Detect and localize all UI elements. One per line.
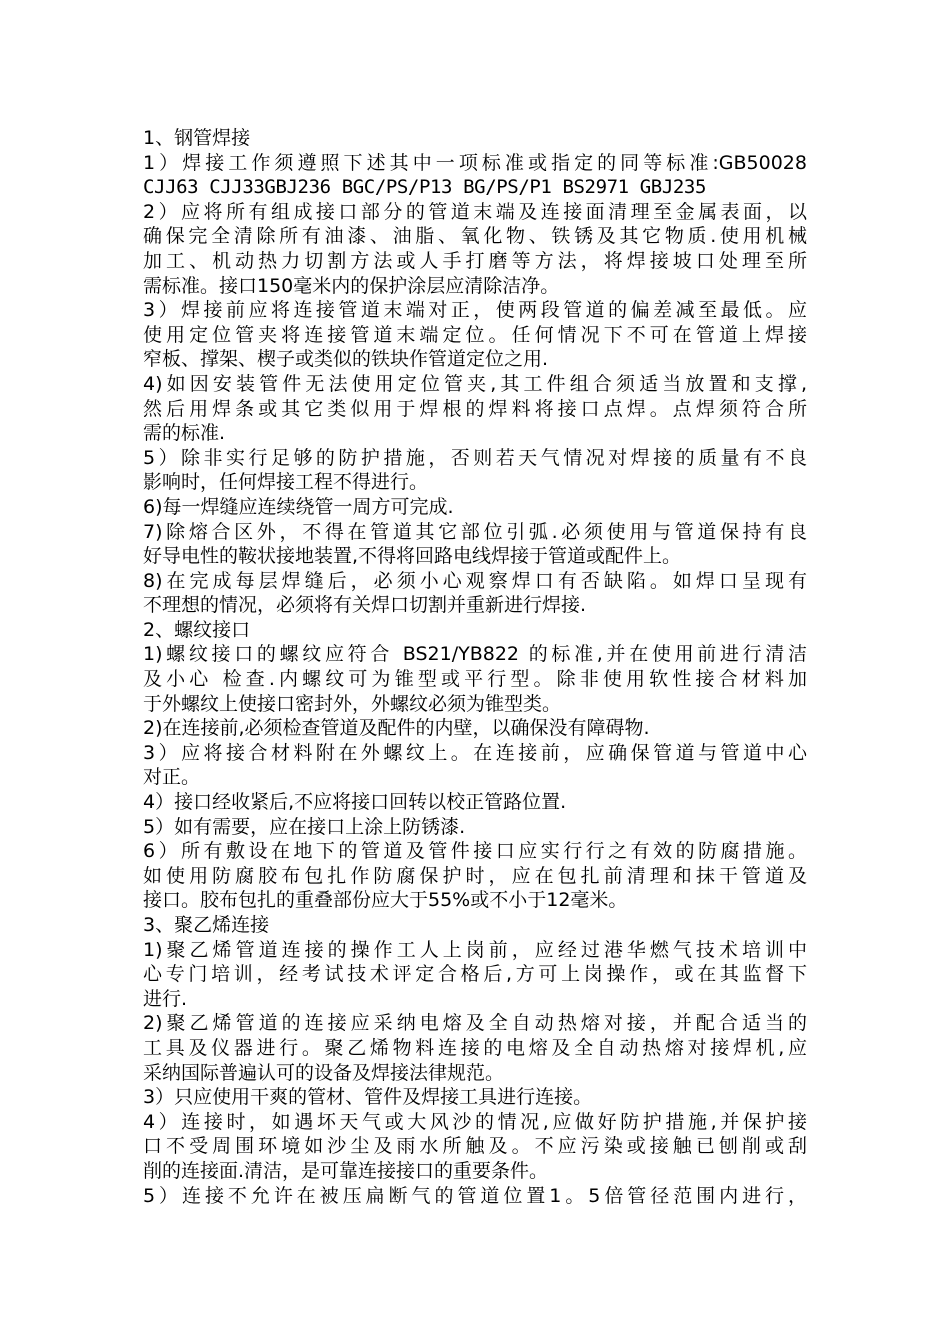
text-line: 确保完全清除所有油漆、油脂、氧化物、铁锈及其它物质.使用机械 [143,225,807,248]
text-line: 不理想的情况，必须将有关焊口切割并重新进行焊接. [143,594,587,617]
text-line: 8)在完成每层焊缝后，必须小心观察焊口有否缺陷。如焊口呈现有 [143,569,807,592]
text-line: 3）只应使用干爽的管材、管件及焊接工具进行连接。 [143,1086,593,1109]
text-line: 口不受周围环境如沙尘及雨水所触及。不应污染或接触已刨削或刮 [143,1135,807,1158]
text-line: 6）所有敷设在地下的管道及管件接口应实行行之有效的防腐措施。 [143,840,807,863]
text-line: 3）应将接合材料附在外螺纹上。在连接前，应确保管道与管道中心 [143,741,807,764]
text-line: 4）接口经收紧后,不应将接口回转以校正管路位置. [143,791,567,814]
text-line: 6)每一焊缝应连续绕管一周方可完成. [143,495,454,518]
text-line: 如使用防腐胶布包扎作防腐保护时，应在包扎前清理和抹干管道及 [143,864,807,887]
text-line: 4）连接时，如遇坏天气或大风沙的情况,应做好防护措施,并保护接 [143,1110,807,1133]
text-line: 采纳国际普遍认可的设备及焊接法律规范。 [143,1061,505,1084]
text-line: 工具及仪器进行。聚乙烯物料连接的电熔及全自动热熔对接焊机,应 [143,1036,807,1059]
text-line: 5）除非实行足够的防护措施，否则若天气情况对焊接的质量有不良 [143,446,807,469]
text-line: 4)如因安装管件无法使用定位管夹,其工件组合须适当放置和支撑, [143,372,807,395]
text-line: 接口。胶布包扎的重叠部份应大于55%或不小于12毫米。 [143,889,628,912]
text-line: 1）焊接工作须遵照下述其中一项标准或指定的同等标准:GB50028 [143,151,807,174]
text-line: 1)螺纹接口的螺纹应符合 BS21/YB822 的标准,并在使用前进行清洁 [143,643,807,666]
section-heading-polyethylene-joint: 3、聚乙烯连接 [143,914,270,936]
text-line: 然后用焊条或其它类似用于焊根的焊料将接口点焊。点焊须符合所 [143,397,807,420]
text-line: 加工、机动热力切割方法或人手打磨等方法，将焊接坡口处理至所 [143,249,807,272]
section-heading-threaded-joint: 2、螺纹接口 [143,618,251,641]
text-line: 对正。 [143,766,201,789]
text-line: 5）连接不允许在被压扁断气的管道位置1。5倍管径范围内进行， [143,1184,807,1207]
text-line: 2）应将所有组成接口部分的管道末端及连接面清理至金属表面，以 [143,200,807,223]
text-line: CJJ63 CJJ33GBJ236 BGC/PS/P13 BG/PS/P1 BS2971 GBJ235 [143,176,706,199]
text-line: 进行. [143,987,188,1010]
text-line: 窄板、撑架、楔子或类似的铁块作管道定位之用. [143,348,549,371]
text-line: 7)除熔合区外，不得在管道其它部位引弧.必须使用与管道保持有良 [143,520,807,543]
text-line: 2)聚乙烯管道的连接应采纳电熔及全自动热熔对接，并配合适当的 [143,1012,807,1035]
section-heading-steel-welding: 1、钢管焊接 [143,127,251,149]
text-line: 2)在连接前,必须检查管道及配件的内壁，以确保没有障碍物. [143,717,650,740]
text-line: 好导电性的鞍状接地装置,不得将回路电线焊接于管道或配件上。 [143,545,682,568]
text-line: 削的连接面.清洁，是可靠连接接口的重要条件。 [143,1159,549,1182]
text-line: 心专门培训，经考试技术评定合格后,方可上岗操作，或在其监督下 [143,963,807,986]
text-line: 5）如有需要，应在接口上涂上防锈漆. [143,815,466,838]
text-line: 于外螺纹上使接口密封外，外螺纹必须为锥型类。 [143,692,562,715]
text-line: 1)聚乙烯管道连接的操作工人上岗前，应经过港华燃气技术培训中 [143,938,807,961]
text-line: 需的标准. [143,422,226,445]
text-line: 3）焊接前应将连接管道末端对正，使两段管道的偏差减至最低。应 [143,299,807,322]
text-line: 及小心 检查.内螺纹可为锥型或平行型。除非使用软性接合材料加 [143,668,807,691]
text-line: 需标准。接口150毫米内的保护涂层应清除洁净。 [143,274,560,297]
text-line: 使用定位管夹将连接管道末端定位。任何情况下不可在管道上焊接 [143,323,807,346]
document-body [143,126,807,1208]
text-line: 影响时，任何焊接工程不得进行。 [143,471,429,494]
